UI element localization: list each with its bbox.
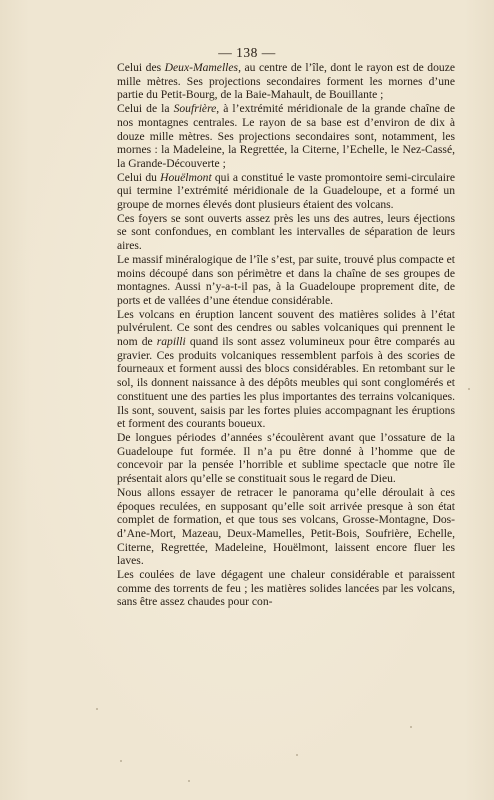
page-number: — 138 — <box>218 45 276 60</box>
paragraph-text: Celui des <box>117 61 165 74</box>
paragraph-deux-mamelles <box>117 61 455 102</box>
paragraph-text: qui a constitué le vaste promontoire semi-circulaire qui termine l’extrémité méridionale de la Guadeloupe, et a formé un groupe de mornes élevés dont plusieurs étaient des volcans. <box>117 170 455 212</box>
paragraph-text: , à l’extrémité méridionale de la grande chaîne de nos montagnes centrales. Le rayon de sa base est d’environ de dix à douze mille mètres. Ses projections secondaires sont, notamment, les mornes : la Madeleine, la Regrettée, la Citerne, l’Echelle, le Nez-Cassé, la Grande-Découverte ; <box>117 102 455 170</box>
paragraph-text: De longues périodes d’années s’écoulèrent avant que l’ossature de la Guadeloupe fut formée. Il n’a pu être donné à l’homme que de concevoir par la pensée l’horrible et sublime spectacle que notre île présentait alors qu’elle se constituait sous le regard de Dieu. <box>117 430 455 486</box>
paragraph-text: quand ils sont assez volumineux pour être comparés au gravier. Ces produits volcaniques ressemblent parfois à des scories de fourneaux et forment aussi des blocs considérables. En retombant sur le sol, ils donnent naissance à des dépôts meubles qui sont conglomérés et constituent une des parties les plus importantes des terrains volcaniques. Ils sont, souvent, saisis par les fortes pluies accompagnant les éruptions et forment des courants boueux. <box>117 335 455 431</box>
paragraph-text: Ces foyers se sont ouverts assez près les uns des autres, leurs éjections se sont confondues, en comblant les intervalles de séparation de leurs aires. <box>117 211 455 253</box>
paragraph-text: Celui du <box>117 170 161 184</box>
paragraph-periodes <box>117 431 455 486</box>
paragraph-eruption <box>117 308 455 431</box>
paper-speck <box>410 726 412 728</box>
term-rapilli: rapilli <box>156 335 186 349</box>
paragraph-text: Celui de la <box>117 102 174 116</box>
paper-speck <box>96 708 98 710</box>
paper-speck <box>296 754 298 756</box>
paragraph-soufriere <box>117 102 455 171</box>
paragraph-foyers <box>117 212 455 253</box>
volcano-name: Soufrière <box>173 102 217 116</box>
paper-speck <box>188 780 190 782</box>
paragraph-text: Nous allons essayer de retracer le panorama qu’elle déroulait à ces époques reculées, en supposant qu’elle soit arrivée presque à son état complet de formation, et que tous ses volcans, Grosse-Montagne, Dos-d’Ane-Mort, Mazeau, Deux-Mamelles, Petit-Bois, Soufrière, Echelle, Citerne, Regrettée, Madeleine, Houëlmont, laissent encore fluer les laves. <box>117 485 455 568</box>
paragraph-coulees <box>117 568 455 609</box>
volcano-name: Houëlmont <box>160 170 212 184</box>
paragraph-houelmont <box>117 171 455 212</box>
paragraph-panorama <box>117 486 455 568</box>
paragraph-text: Les coulées de lave dégagent une chaleur considérable et paraissent comme des torrents de feu ; les matières solides lancées par les volcans, sans être assez chaudes pour con- <box>117 568 455 609</box>
paragraph-text: Le massif minéralogique de l’île s’est, par suite, trouvé plus compacte et moins découpé dans son périmètre et dans la chaîne de ses groupes de montagnes. Aussi n’y-a-t-il pas, à la Guadeloupe proprement dite, de ports et de vallées d’une étendue considérable. <box>117 252 455 307</box>
paragraph-text: , au centre de l’île, dont le rayon est de douze mille mètres. Ses projections secondaires forment les mornes d’une partie du Petit-Bourg, de la Baie-Mahault, de Bouillante ; <box>117 61 455 102</box>
paper-speck <box>120 760 122 762</box>
volcano-name: Deux-Mamelles <box>164 61 239 74</box>
body-text <box>117 61 455 609</box>
paragraph-text: Les volcans en éruption lancent souvent des matières solides à l’état pulvérulent. Ce sont des cendres ou sables volcaniques qui prennent le nom de <box>117 307 455 349</box>
paper-speck <box>468 388 470 390</box>
paragraph-massif <box>117 253 455 308</box>
